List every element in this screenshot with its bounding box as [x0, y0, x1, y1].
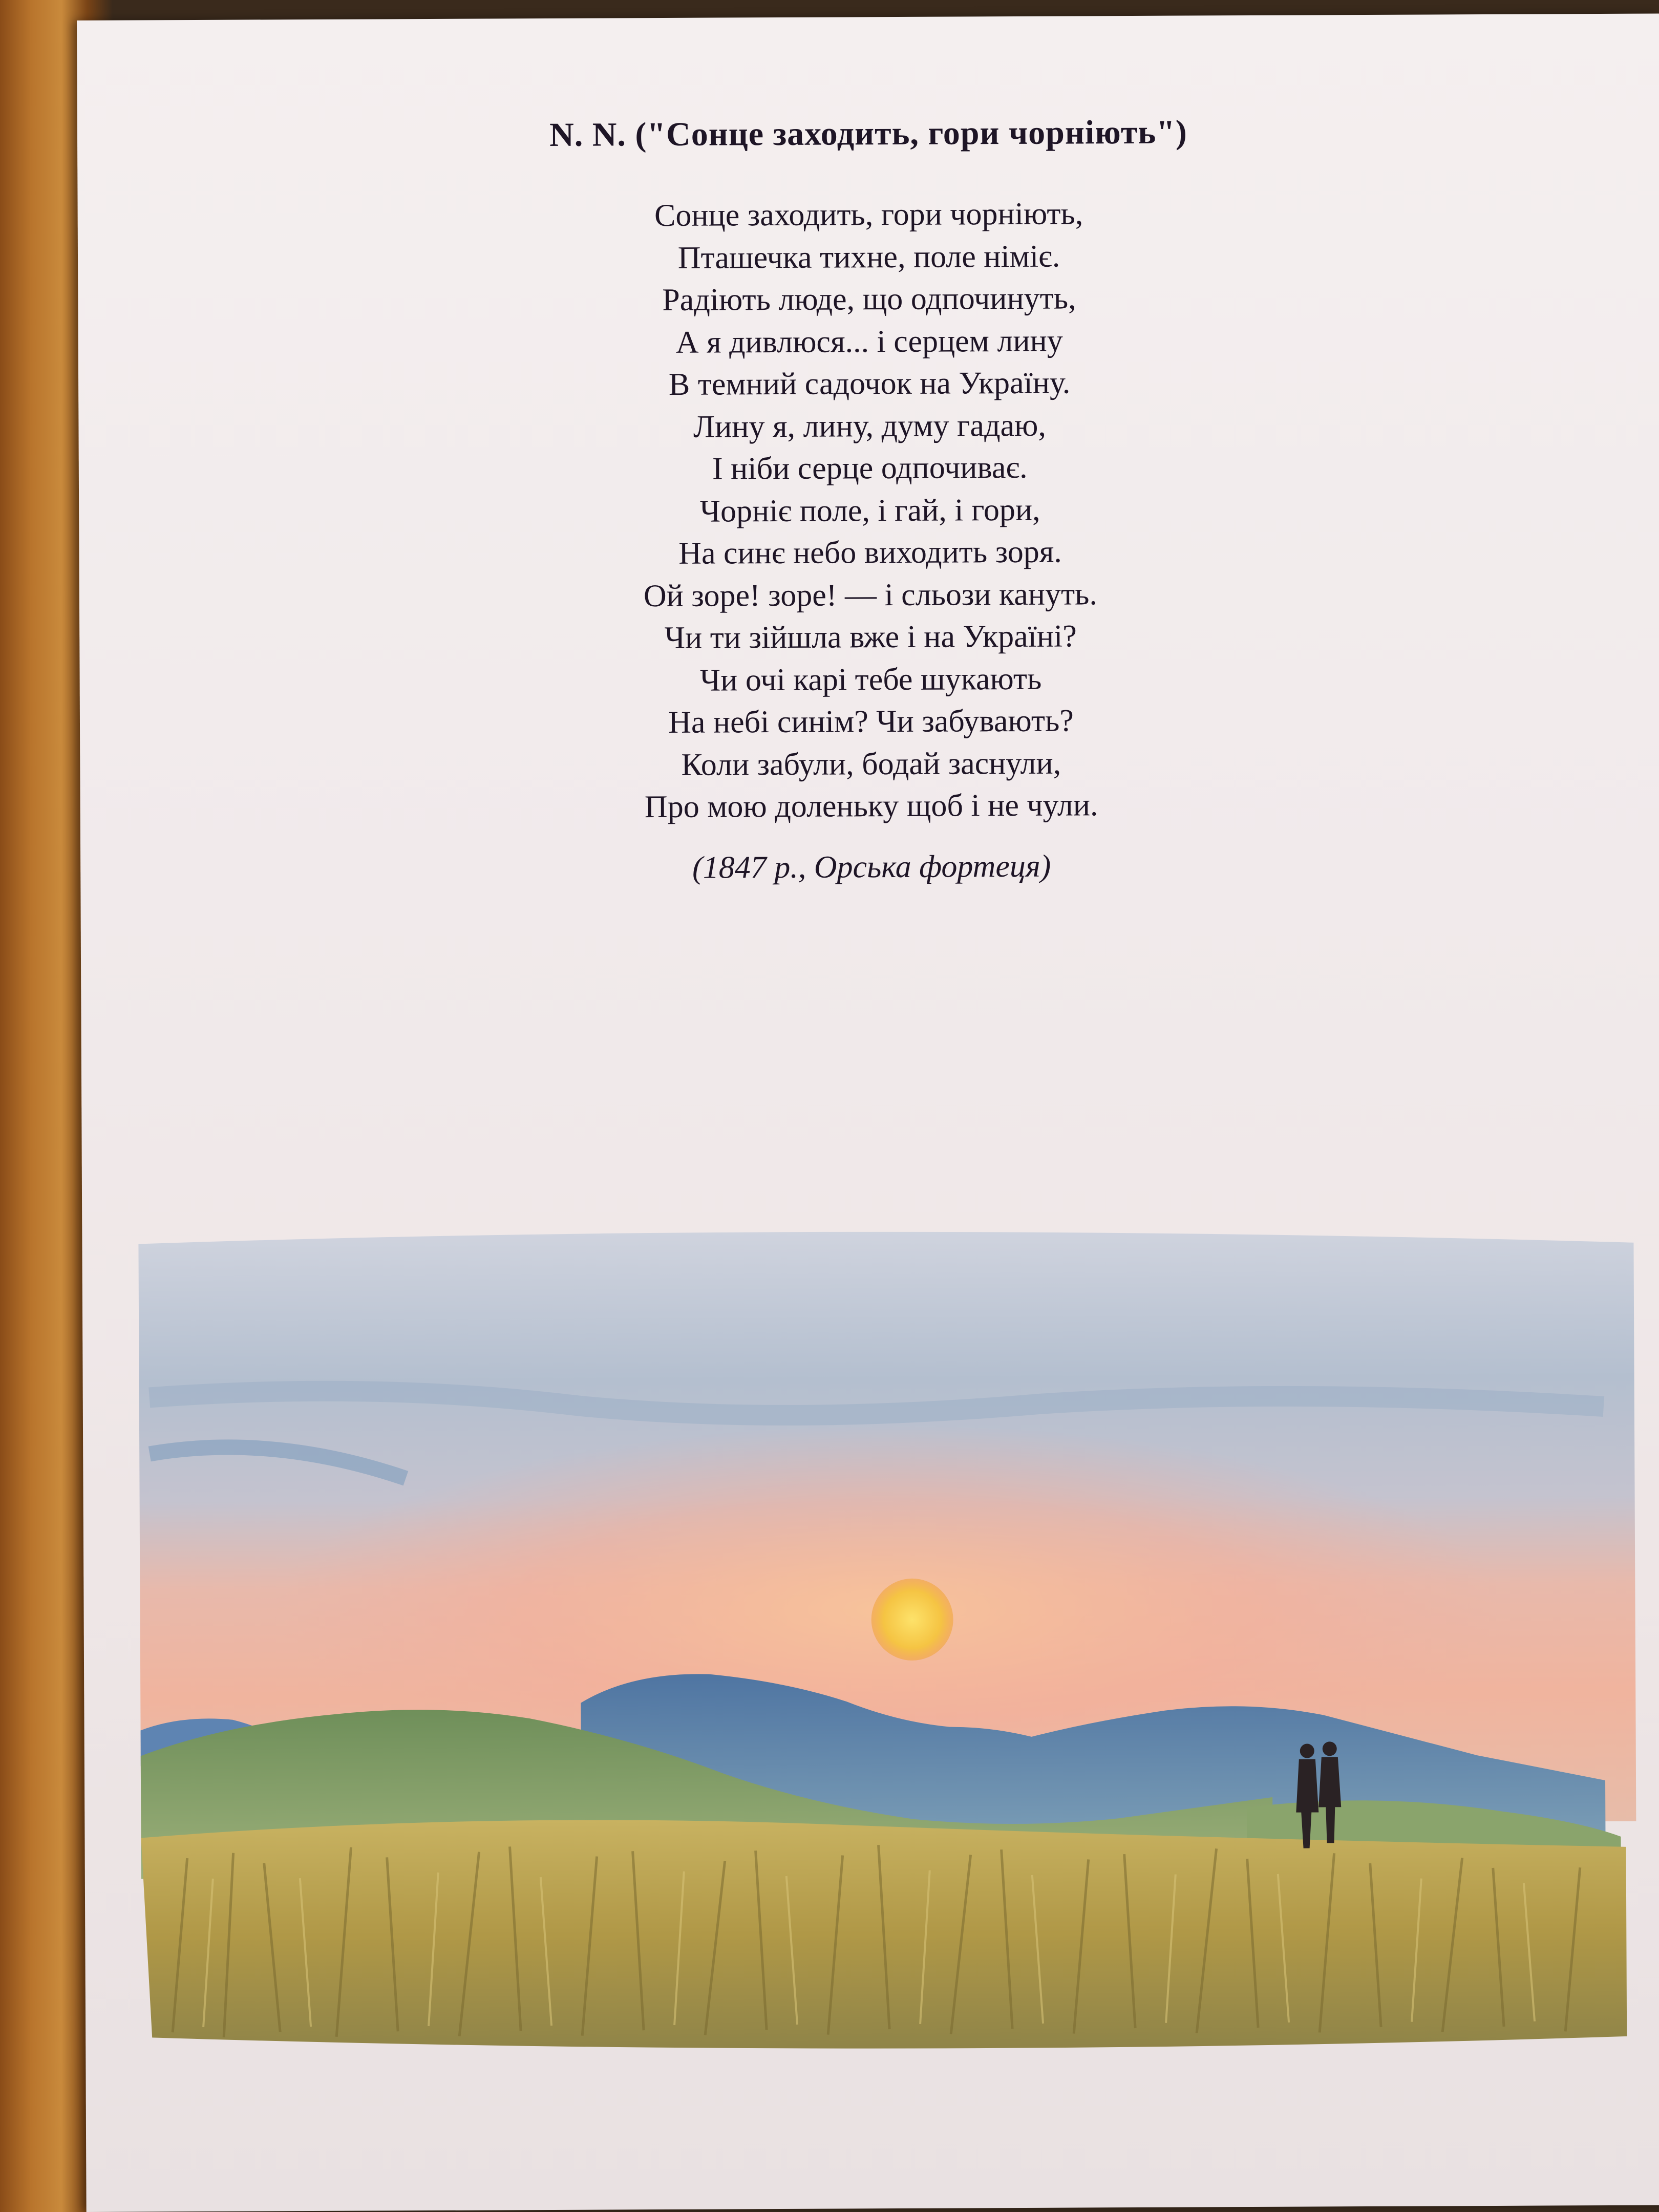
poem-line: Коли забули, бодай заснули, [681, 746, 1061, 782]
poem-line: Ой зоре! зоре! — і сльози кануть. [643, 576, 1098, 613]
poem-line: Чорніє поле, і гай, і гори, [699, 492, 1040, 529]
poem-title: N. N. ("Сонце заходить, гори чорніють") [549, 113, 1187, 154]
paper-sheet [77, 14, 1659, 2212]
poem-line: На небі синім? Чи забувають? [668, 703, 1074, 740]
poem-date-place: (1847 р., Орська фортеця) [692, 848, 1051, 885]
sunset-drawing [118, 1207, 1648, 2104]
sunset-illustration [118, 1207, 1648, 2104]
poem-line: В темний садочок на Україну. [668, 365, 1071, 402]
poem-line: Лину я, лину, думу гадаю, [693, 408, 1047, 444]
poem-line: Чи ти зійшла вже і на Україні? [664, 619, 1077, 656]
poem-line: Пташечка тихне, поле німіє. [677, 239, 1060, 275]
poem-line: Про мою доленьку щоб і не чули. [644, 788, 1098, 825]
figure-head [1300, 1743, 1314, 1758]
poem-line: Сонце заходить, гори чорніють, [654, 196, 1083, 233]
figure-head [1323, 1741, 1337, 1756]
poem-line: Радіють люде, що одпочинуть, [662, 281, 1076, 318]
poem-line: А я дивлюся... і серцем лину [675, 323, 1063, 360]
poem-line: Чи очі карі тебе шукають [699, 661, 1042, 698]
poem-line: І ніби серце одпочиває. [712, 450, 1028, 486]
poem-line: На синє небо виходить зоря. [678, 534, 1062, 571]
poem-lines [78, 190, 1659, 831]
sun [871, 1579, 953, 1661]
